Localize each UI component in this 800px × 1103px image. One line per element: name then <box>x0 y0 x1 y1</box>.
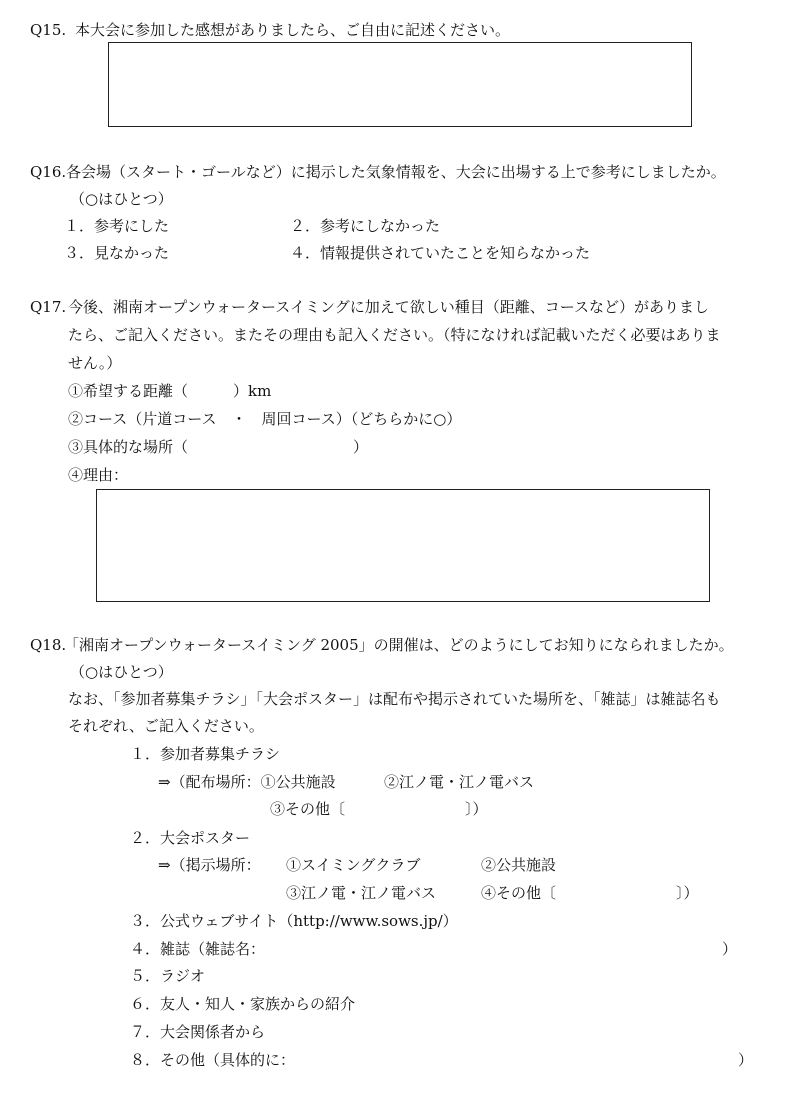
q17-text-line-3: せん。） <box>68 354 122 372</box>
q18-label: Q18. <box>30 636 67 654</box>
q15-text: 本大会に参加した感想がありましたら、ご自由に記述ください。 <box>75 21 511 39</box>
q18-option-4-close: ） <box>722 940 738 958</box>
q17-label: Q17. <box>30 298 67 316</box>
q16-option-4[interactable]: ４．情報提供されていたことを知らなかった <box>290 244 591 262</box>
q18-text: 「湘南オープンウォータースイミング 2005」の開催は、どのようにしてお知りになられましたか。 <box>64 636 734 654</box>
q15-answer-box[interactable] <box>108 42 692 127</box>
q18-option-1-place-3[interactable]: ③その他〔 〕） <box>270 800 488 818</box>
q18-option-5[interactable]: ５．ラジオ <box>130 967 206 985</box>
q17-reason-item: ④理由： <box>68 466 129 484</box>
q15-label: Q15. <box>30 21 67 39</box>
q17-text-line-1: 今後、湘南オープンウォータースイミングに加えて欲しい種目（距離、コースなど）がありまし <box>68 298 709 316</box>
q18-option-8[interactable]: ８．その他（具体的に： <box>130 1051 296 1069</box>
q17-location-item[interactable]: ③具体的な場所（ ） <box>68 438 369 456</box>
q17-course-item[interactable]: ②コース（片道コース ・ 周回コース）（どちらかに○） <box>68 410 462 428</box>
q18-option-2-place-label: ⇒（掲示場所： <box>158 856 261 874</box>
q18-instruction-line-1: なお、「参加者募集チラシ」「大会ポスター」は配布や掲示されていた場所を、「雑誌」は雑誌名も <box>68 690 721 708</box>
q18-option-2-place-4[interactable]: ④その他〔 〕） <box>481 884 699 902</box>
q18-option-1-place-1[interactable]: ⇒（配布場所：①公共施設 <box>158 773 336 791</box>
q18-option-3[interactable]: ３．公式ウェブサイト（http://www.sows.jp/） <box>130 912 458 930</box>
q16-text: 各会場（スタート・ゴールなど）に掲示した気象情報を、大会に出場する上で参考にしましたか。 <box>66 163 726 181</box>
q18-option-2-place-3[interactable]: ③江ノ電・江ノ電バス <box>286 884 437 902</box>
q18-option-1-place-2[interactable]: ②江ノ電・江ノ電バス <box>384 773 535 791</box>
q18-option-2-place-1[interactable]: ①スイミングクラブ <box>286 856 421 874</box>
q16-option-3[interactable]: ３．見なかった <box>64 244 170 262</box>
q18-option-6[interactable]: ６．友人・知人・家族からの紹介 <box>130 995 356 1013</box>
q16-option-1[interactable]: １．参考にした <box>64 217 170 235</box>
q17-distance-item[interactable]: ①希望する距離（ ）km <box>68 382 272 400</box>
q18-note: （○はひとつ） <box>70 663 173 681</box>
q16-option-2[interactable]: ２．参考にしなかった <box>290 217 441 235</box>
q18-option-4[interactable]: ４．雑誌（雑誌名： <box>130 940 266 958</box>
q16-label: Q16. <box>30 163 67 181</box>
q17-reason-box[interactable] <box>96 489 710 602</box>
q18-option-8-close: ） <box>738 1051 754 1069</box>
q18-instruction-line-2: それぞれ、ご記入ください。 <box>68 717 264 735</box>
q17-text-line-2: たら、ご記入ください。またその理由も記入ください。（特になければ記載いただく必要はありま <box>68 326 721 344</box>
q18-option-2-place-2[interactable]: ②公共施設 <box>481 856 557 874</box>
q18-option-7[interactable]: ７．大会関係者から <box>130 1023 266 1041</box>
q18-option-1[interactable]: １．参加者募集チラシ <box>130 745 281 763</box>
q18-option-2[interactable]: ２．大会ポスター <box>130 829 251 847</box>
q16-note: （○はひとつ） <box>70 190 173 208</box>
